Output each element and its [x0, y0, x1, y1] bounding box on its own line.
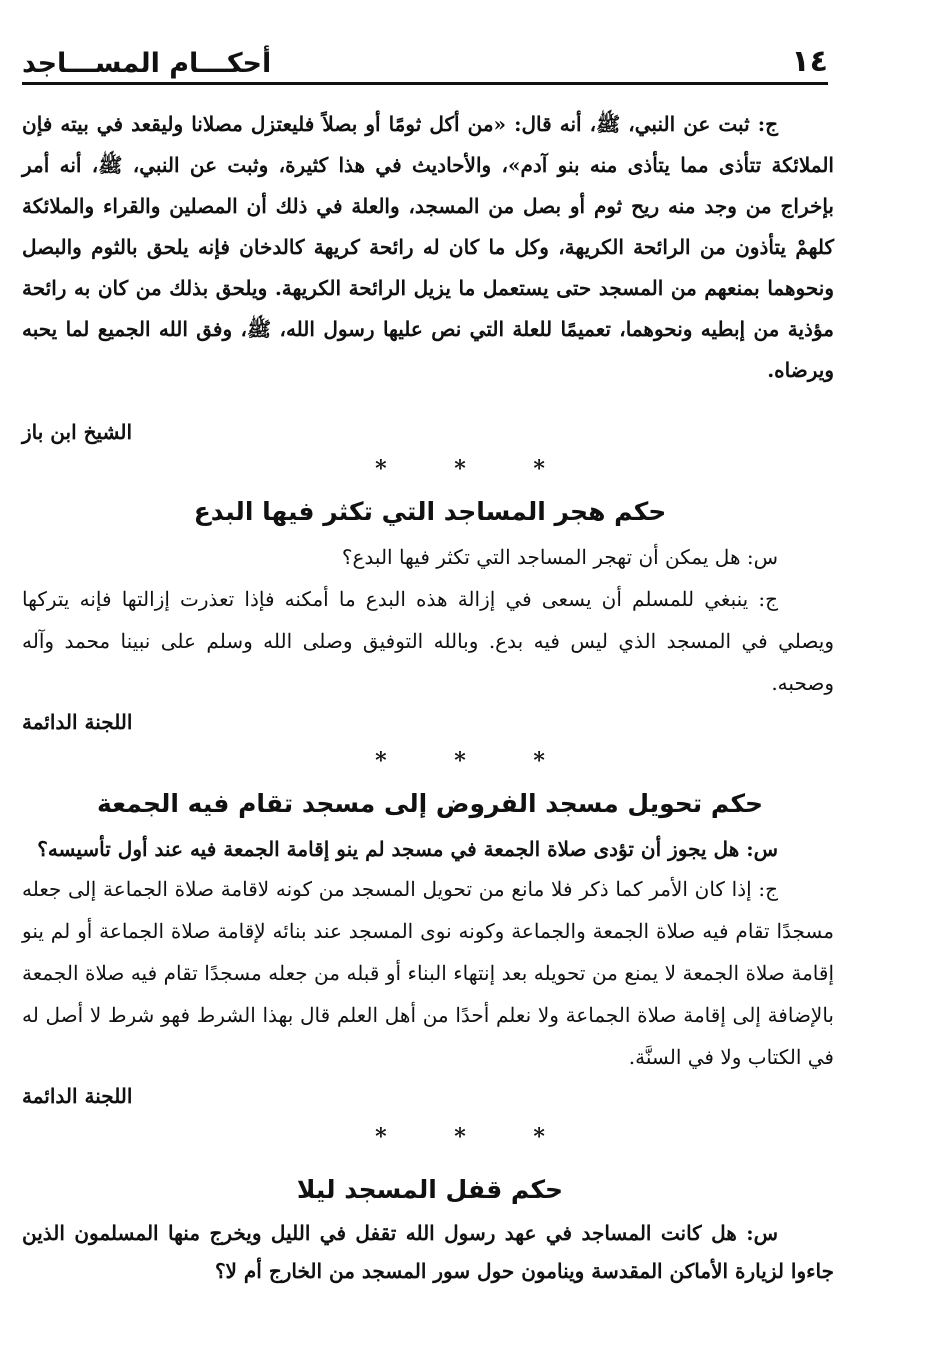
- running-title: أحكـــام المســـاجد: [22, 48, 272, 79]
- signature: اللجنة الدائمة: [22, 710, 133, 734]
- question-paragraph: س: هل يجوز أن تؤدى صلاة الجمعة في مسجد لم ينو إقامة الجمعة فيه عند أول تأسيسه؟: [37, 837, 778, 861]
- question-paragraph: س: هل كانت المساجد في عهد رسول الله تقفل في الليل ويخرج منها المسلمون الذين جاءوا لزيارة الأماكن المقدسة وينامون حول سور المسجد من الخارج أم لا؟: [22, 1221, 834, 1283]
- signature: الشيخ ابن باز: [22, 420, 133, 444]
- separator: * * *: [375, 1124, 575, 1150]
- page-number: ١٤: [791, 44, 828, 79]
- page-header: [22, 44, 828, 85]
- signature: اللجنة الدائمة: [22, 1084, 133, 1108]
- section-title: حكم تحويل مسجد الفروض إلى مسجد تقام فيه الجمعة: [96, 789, 764, 818]
- section-title: حكم قفل المسجد ليلا: [296, 1175, 564, 1204]
- section-title: حكم هجر المساجد التي تكثر فيها البدع: [193, 497, 667, 526]
- answer-paragraph: ج: ثبت عن النبي، ﷺ، أنه قال: «من أكل ثومًا أو بصلاً فليعتزل مصلانا وليقعد في بيته فإن الملائكة تتأذى مما يتأذى منه بنو آدم»، والأحاديث في هذا كثيرة، وثبت عن النبي، ﷺ، أنه أمر بإخراج من وجد منه ريح ثوم أو بصل من المسجد، والعلة في ذلك أن المصلين والقراء والملائكة كلهمْ يتأذون من الرائحة الكريهة، وكل ما كان له رائحة كريهة كالدخان فإنه يلحق بالثوم والبصل ونحوهما بمنعهم من المسجد حتى يستعمل ما يزيل الرائحة الكريهة. ويلحق بذلك من كان به رائحة مؤذية من إبطيه ونحوهما، تعميمًا للعلة التي نص عليها رسول الله، ﷺ، وفق الله الجميع لما يحبه ويرضاه.: [22, 112, 834, 382]
- answer-paragraph: ج: ينبغي للمسلم أن يسعى في إزالة هذه البدع ما أمكنه فإذا تعذرت إزالتها فإنه يتركها ويصلي في المسجد الذي ليس فيه بدع. وبالله التوفيق وصلى الله وسلم على نبينا محمد وآله وصحبه.: [22, 587, 834, 695]
- separator: * * *: [375, 456, 575, 482]
- question-paragraph: س: هل يمكن أن تهجر المساجد التي تكثر فيها البدع؟: [341, 545, 778, 569]
- separator: * * *: [375, 748, 575, 774]
- answer-paragraph: ج: إذا كان الأمر كما ذكر فلا مانع من تحويل المسجد من كونه لاقامة صلاة الجماعة إلى جعله مسجدًا تقام فيه صلاة الجمعة والجماعة وكونه نوى المسجد عند بنائه لإقامة صلاة الجماعة أو لم ينو إقامة صلاة الجمعة لا يمنع من تحويله بعد إنتهاء البناء أو قبله من جعله مسجدًا تقام فيه صلاة الجمعة بالإضافة إلى إقامة صلاة الجماعة ولا نعلم أحدًا من أهل العلم قال بهذا الشرط فهو شرط لا أصل له في الكتاب ولا في السنَّة.: [22, 877, 834, 1069]
